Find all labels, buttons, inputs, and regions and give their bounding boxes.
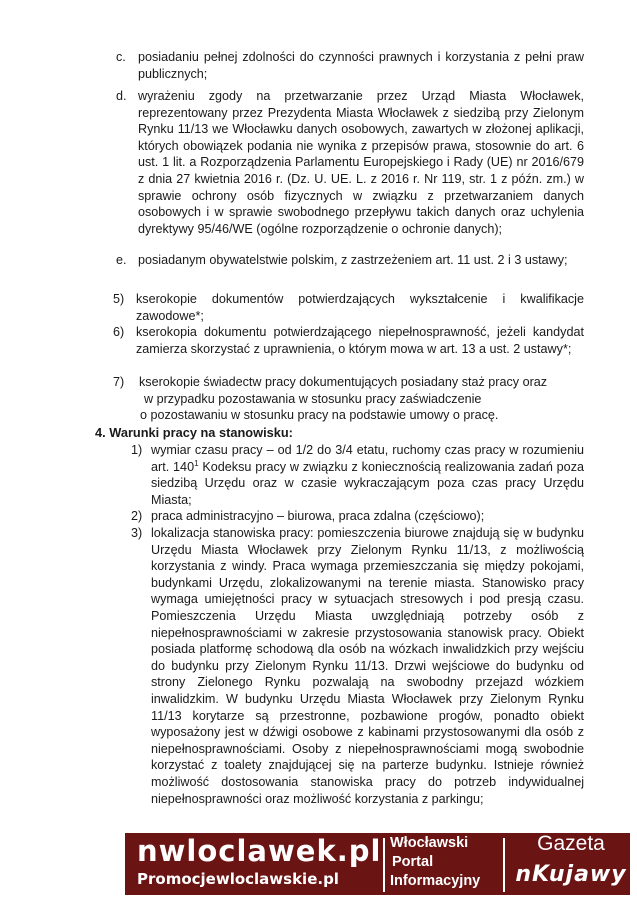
condition-item-3 [131,525,584,807]
list-item-6 [113,324,584,357]
list-label: 1) [131,443,143,457]
list-label: 7) [113,375,125,389]
list-label: 5) [113,292,125,306]
section-heading: 4. Warunki pracy na stanowisku: [95,425,293,440]
list-text: lokalizacja stanowiska pracy: pomieszczenia biurowe znajdują się w budynku Urzędu Miasta Włocławek przy Zielonym Rynku 11/13, z możliwością korzystania z windy. Praca wymaga przemieszczania się między pokojami, budynkami Urzędu, zlokalizowanymi na terenie miasta. Stanowisko pracy wymaga umiejętności pracy w sytuacjach stresowych i pod presją czasu. Pomieszczenia Urzędu Miasta uwzględniają potrzeby osób z niepełnosprawnościami w zakresie przystosowania stanowisk pracy. Obiekt posiada platformę schodową dla osób na wózkach inwalidzkich przy wejściu do budynku przy Zielonym Rynku 11/13. Drzwi wejściowe do budynku od strony Zielonego Rynku pozwalają na swobodny przejazd wózkiem inwalidzkim. W budynku Urzędu Miasta Włocławek przy Zielonym Rynku 11/13 korytarze są przestronne, pozbawione progów, ponadto obiekt wyposażony jest w dźwigi osobowe z kabinami przystosowanymi dla osób z niepełnosprawnościami. Osoby z niepełnosprawnościami mogą swobodnie korzystać z toalety znajdującej się na parterze budynku. Istnieje również możliwość dostosowania stanowiska pracy do potrzeb indywidualnej niepełnosprawności oraz możliwość korzystania z parkingu; [151,526,584,806]
list-label: e. [116,253,127,267]
list-item-5 [113,291,584,324]
kujawy-logo-text: nKujawy [515,862,627,887]
list-text: posiadaniu pełnej zdolności do czynności prawnych i korzystania z pełni praw publicznych; [138,50,584,81]
gazeta-label: Gazeta [537,832,605,855]
list-text: posiadanym obywatelstwie polskim, z zastrzeżeniem art. 11 ust. 2 i 3 ustawy; [138,253,568,267]
list-label: d. [116,89,127,103]
text-part: wymiar czasu pracy – od 1/2 do 3/4 etatu, ruchomy czas pracy w rozumieniu art. 140 [151,443,584,474]
promo-logo-text: Promocjewloclawskie.pl [137,870,339,888]
list-label: 6) [113,325,125,339]
divider [503,838,505,892]
list-text [151,442,584,508]
superscript: 1 [194,458,199,468]
list-label: 3) [131,526,143,540]
list-item-e [116,252,584,269]
site-logo-text: nwloclawek.pl [137,834,382,868]
list-text: kserokopie dokumentów potwierdzających wykształcenie i kwalifikacje zawodowe*; [136,292,584,323]
list-text-line: w przypadku pozostawania w stosunku pracy zaświadczenie [144,391,482,406]
portal-line: Włocławski [390,835,469,851]
portal-line: Informacyjny [390,873,481,889]
list-text: wyrażeniu zgody na przetwarzanie przez Urząd Miasta Włocławek, reprezentowany przez Prezydenta Miasta Włocławek z siedzibą przy Zielonym Rynku 11/13 we Włocławku danych osobowych, zawartych w złożonej aplikacji, których obowiązek podania nie wynika z przepisów prawa, stosownie do art. 6 ust. 1 lit. a Rozporządzenia Parlamentu Europejskiego i Rady (UE) nr 2016/679 z dnia 27 kwietnia 2016 r. (Dz. U. UE. L. z 2016 r. Nr 119, str. 1 z późn. zm.) w sprawie ochrony osób fizycznych w związku z przetwarzaniem danych osobowych i w sprawie swobodnego przepływu takich danych oraz uchylenia dyrektywy 95/46/WE (ogólne rozporządzenie o ochronie danych); [138,89,584,236]
text-part: Kodeksu pracy w związku z koniecznością realizowania zadań poza siedzibą Urzędu oraz w czasie wykraczającym poza czas pracy Urzędu Miasta; [151,459,584,507]
condition-item-2 [131,508,584,525]
list-text: praca administracyjno – biurowa, praca zdalna (częściowo); [151,509,485,523]
list-text-line: kserokopie świadectw pracy dokumentujących posiadany staż pracy oraz [139,375,548,389]
list-text: kserokopia dokumentu potwierdzającego niepełnosprawność, jeżeli kandydat zamierza skorzystać z uprawnienia, o którym mowa w art. 13 a ust. 2 ustawy*; [136,325,584,356]
list-item-c [116,49,584,82]
portal-label [390,834,502,891]
list-item-d [116,88,584,237]
list-label: 2) [131,509,143,523]
list-text-line: o pozostawaniu w stosunku pracy na podstawie umowy o pracę. [140,408,499,423]
divider [383,838,385,892]
condition-item-1 [131,442,584,508]
portal-line: Portal [392,854,434,870]
list-label: c. [116,50,126,64]
list-item-7 [113,374,587,424]
footer-banner [0,828,637,900]
